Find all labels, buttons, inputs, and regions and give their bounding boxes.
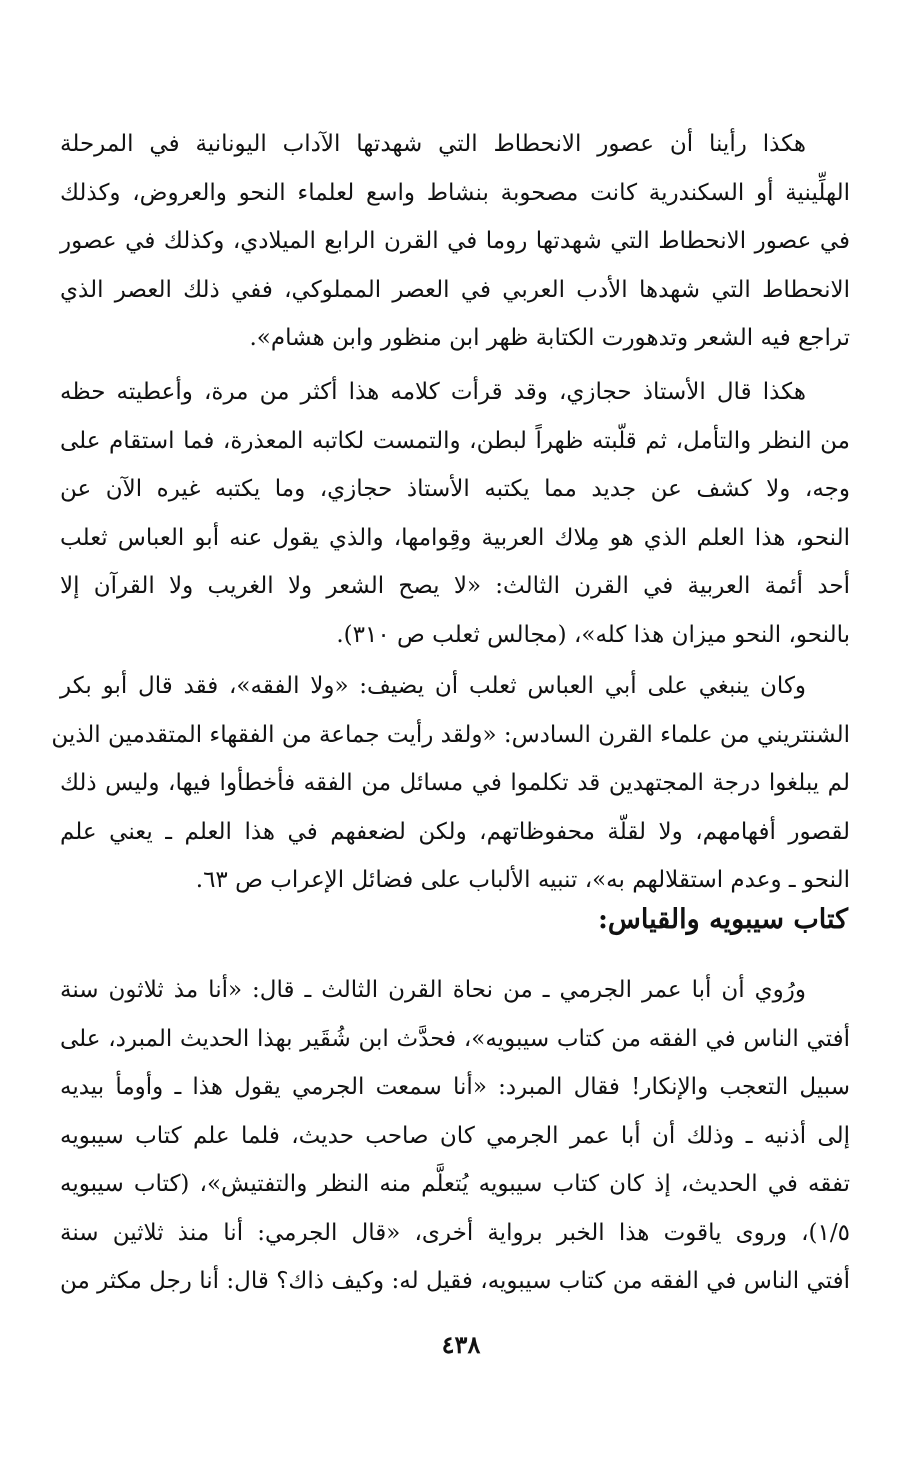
text-line: سبيل التعجب والإنكار! فقال المبرد: «أنا سمعت الجرمي يقول هذا ـ وأومأ بيديه	[60, 1074, 850, 1100]
paragraph-decline-eras	[60, 120, 850, 363]
text-line: من النظر والتأمل، ثم قلّبته ظهراً لبطن، والتمست لكاتبه المعذرة، فما استقام على	[60, 427, 850, 454]
text-line: النحو ـ وعدم استقلالهم به»، تنبيه الألباب على فضائل الإعراب ص ٦٣.	[195, 867, 850, 893]
text-line: لم يبلغوا درجة المجتهدين قد تكلموا في مسائل من الفقه فأخطأوا فيها، وليس ذلك	[60, 770, 850, 796]
paragraph-sibawayh	[60, 966, 850, 1306]
text-line: ١/٥)، وروى ياقوت هذا الخبر برواية أخرى، «قال الجرمي: أنا منذ ثلاثين سنة	[60, 1219, 850, 1246]
text-line: هكذا رأينا أن عصور الانحطاط التي شهدتها الآداب اليونانية في المرحلة	[60, 131, 806, 157]
text-line: أفتي الناس في الفقه من كتاب سيبويه، فقيل له: وكيف ذاك؟ قال: أنا رجل مكثر من	[60, 1268, 850, 1294]
text-line: هكذا قال الأستاذ حجازي، وقد قرأت كلامه هذا أكثر من مرة، وأعطيته حظه	[60, 379, 806, 405]
text-line: إلى أذنيه ـ وذلك أن أبا عمر الجرمي كان صاحب حديث، فلما علم كتاب سيبويه	[60, 1122, 850, 1149]
paragraph-fiqh	[51, 662, 850, 905]
text-line: وكان ينبغي على أبي العباس ثعلب أن يضيف: «ولا الفقه»، فقد قال أبو بكر	[60, 673, 806, 699]
text-line: النحو، هذا العلم الذي هو مِلاك العربية وقِوامها، والذي يقول عنه أبو العباس ثعلب	[60, 524, 850, 551]
page-number: ٤٣٨	[441, 1330, 481, 1359]
text-line: تراجع فيه الشعر وتدهورت الكتابة ظهر ابن منظور وابن هشام».	[249, 325, 850, 351]
paragraph-hijazi-quote	[60, 368, 850, 659]
text-line: الانحطاط التي شهدها الأدب العربي في العصر المملوكي، ففي ذلك العصر الذي	[60, 276, 850, 303]
text-line: وجه، ولا كشف عن جديد مما يكتبه الأستاذ حجازي، وما يكتبه غيره الآن عن	[60, 476, 850, 502]
text-line: أحد أئمة العربية في القرن الثالث: «لا يصح الشعر ولا الغريب ولا القرآن إلا	[60, 573, 850, 599]
text-line: الشنتريني من علماء القرن السادس: «ولقد رأيت جماعة من الفقهاء المتقدمين الذين	[51, 721, 850, 748]
text-line: بالنحو، النحو ميزان هذا كله»، (مجالس ثعلب ص ٣١٠).	[336, 621, 850, 648]
section-heading: كتاب سيبويه والقياس:	[597, 904, 848, 935]
text-line: ورُوي أن أبا عمر الجرمي ـ من نحاة القرن الثالث ـ قال: «أنا مذ ثلاثون سنة	[60, 977, 806, 1003]
text-line: الهلِّينية أو السكندرية كانت مصحوبة بنشاط واسع لعلماء النحو والعروض، وكذلك	[60, 179, 850, 206]
text-line: أفتي الناس في الفقه من كتاب سيبويه»، فحدَّث ابن شُقَير بهذا الحديث المبرد، على	[60, 1025, 850, 1052]
text-line: لقصور أفهامهم، ولا لقلّة محفوظاتهم، ولكن لضعفهم في هذا العلم ـ يعني علم	[60, 818, 850, 845]
text-line: في عصور الانحطاط التي شهدتها روما في القرن الرابع الميلادي، وكذلك في عصور	[60, 228, 850, 254]
text-line: تفقه في الحديث، إذ كان كتاب سيبويه يُتعلَّم منه النظر والتفتيش»، (كتاب سيبويه	[60, 1171, 850, 1197]
